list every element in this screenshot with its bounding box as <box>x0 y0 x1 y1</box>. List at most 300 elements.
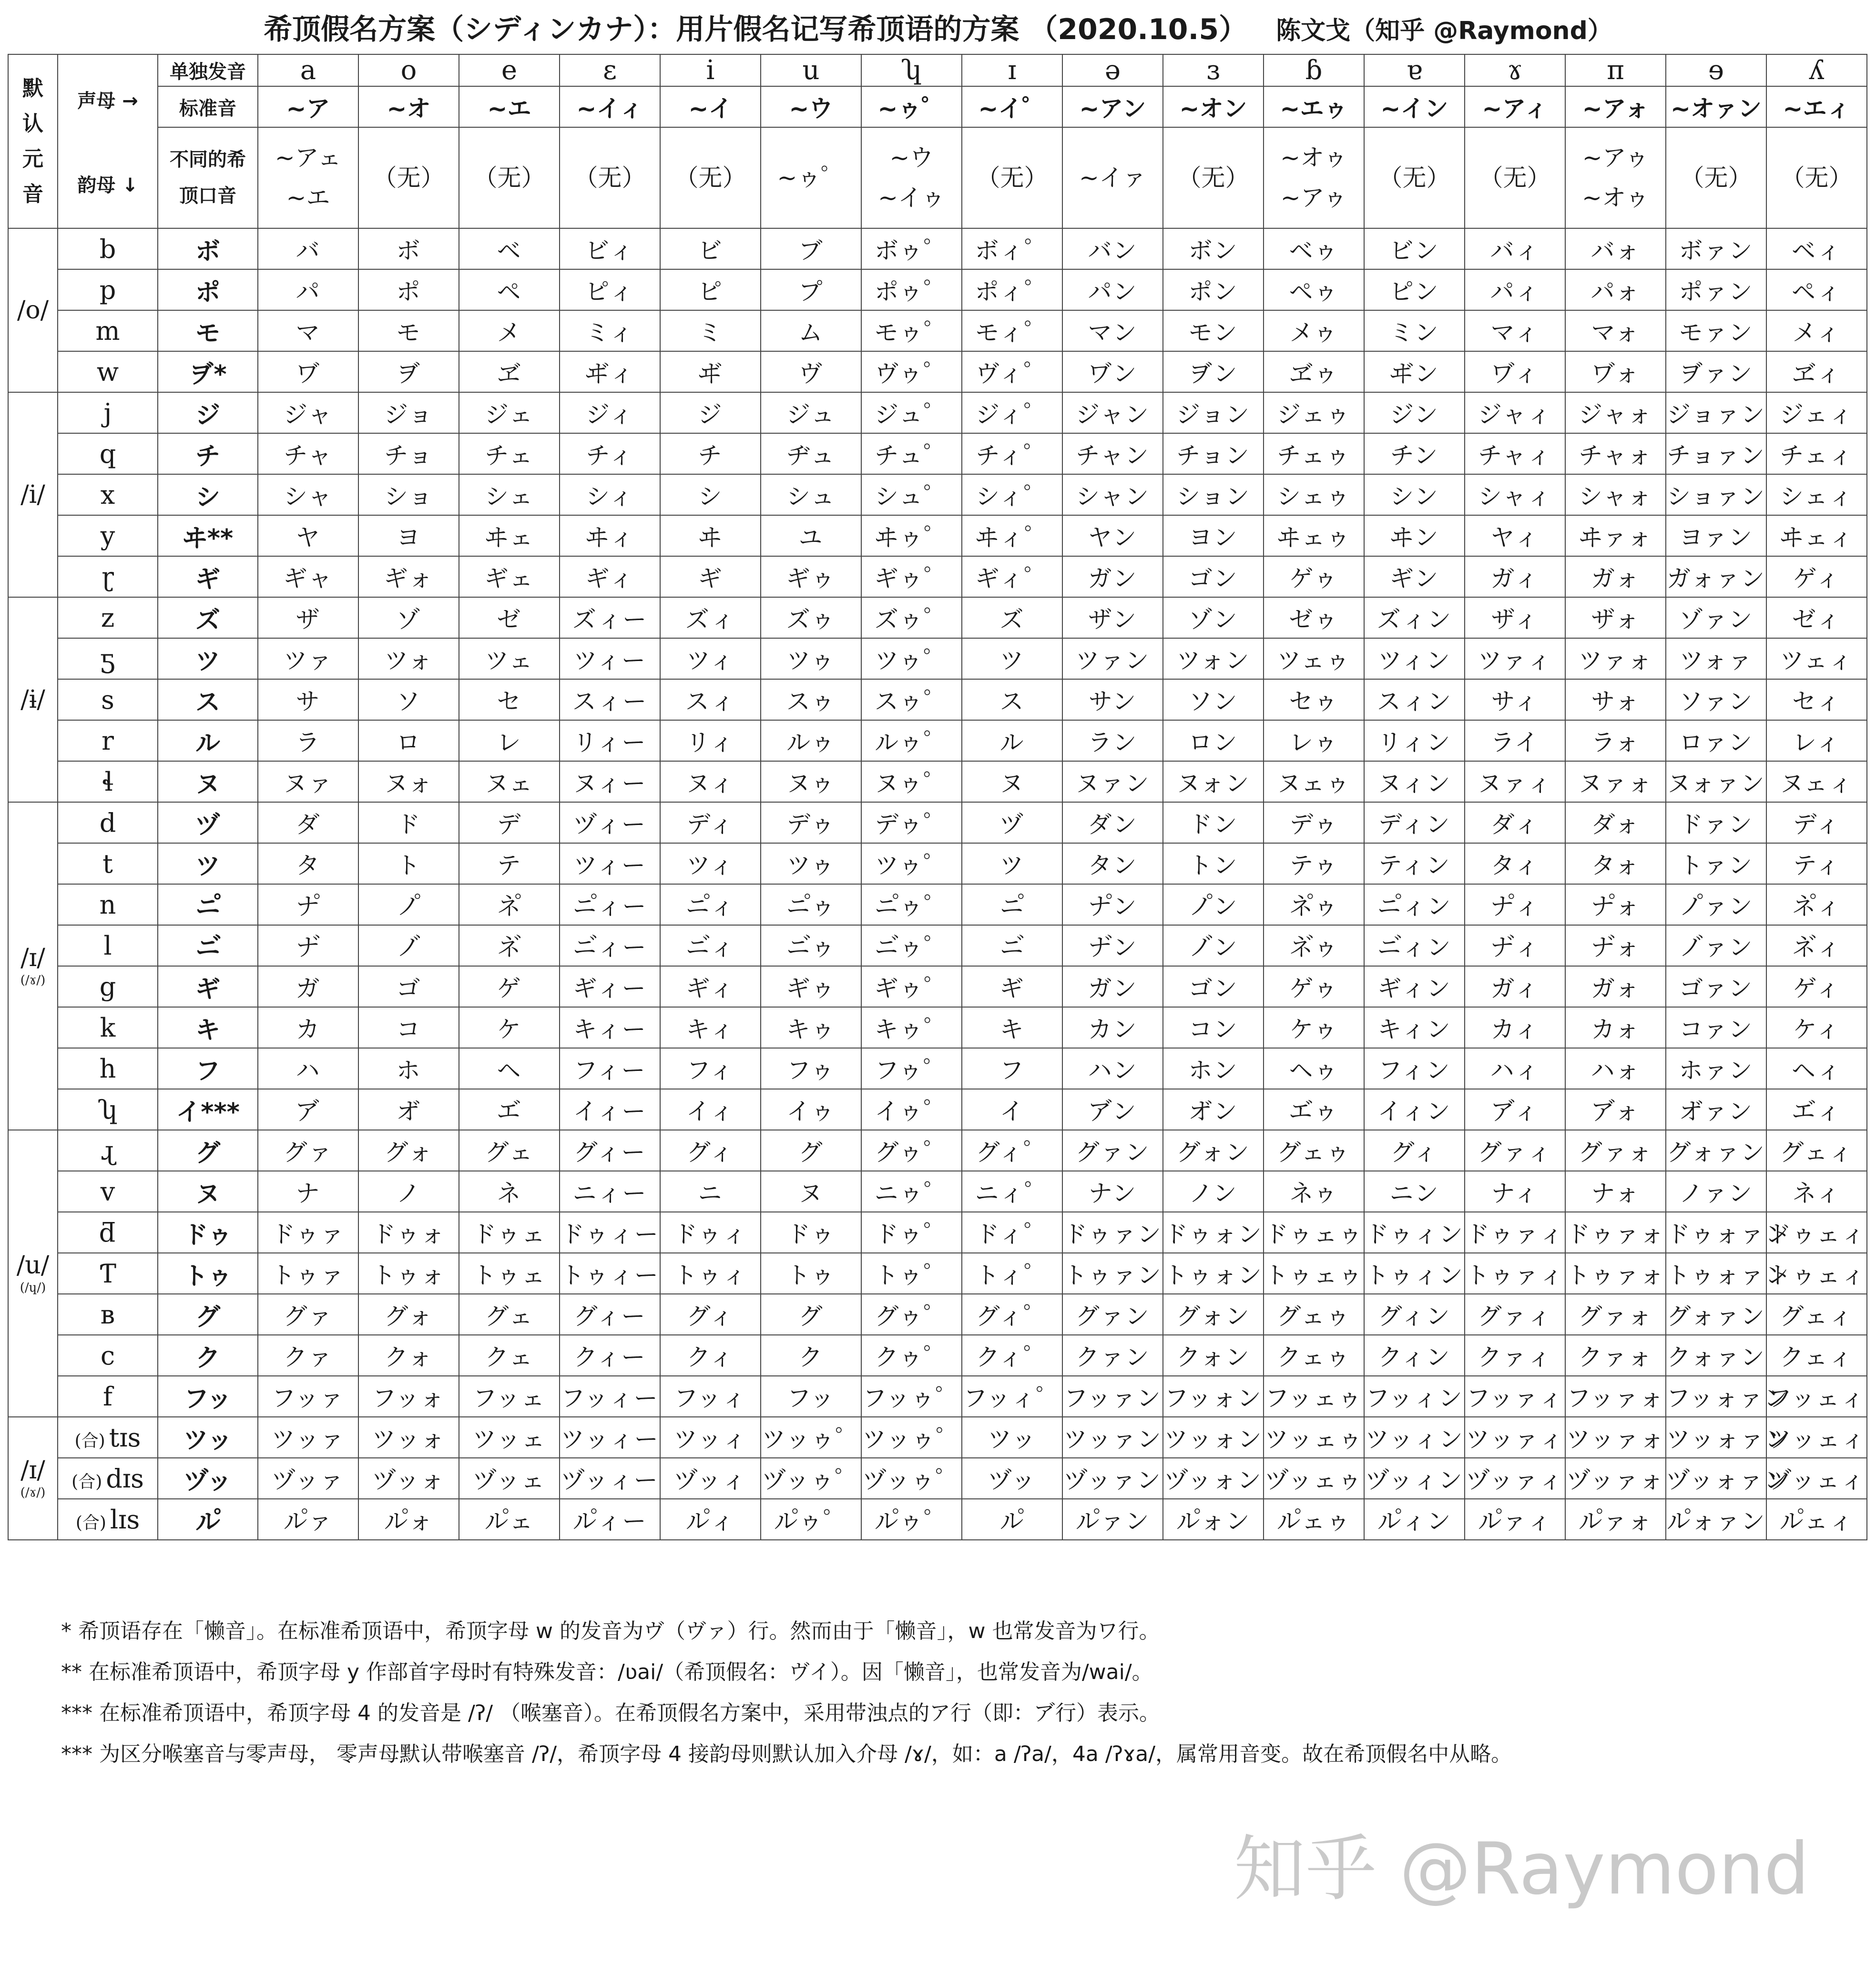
final-ipa: ɛ <box>560 54 660 86</box>
kana-cell: フッィ゜ <box>962 1376 1062 1417</box>
kana-cell: シ <box>660 474 761 515</box>
table-row <box>8 843 1867 884</box>
final-ipa: π <box>1565 54 1666 86</box>
kana-cell: ジョン <box>1163 392 1264 433</box>
initial-ipa <box>58 1130 158 1171</box>
kana-cell: ブ <box>761 228 861 269</box>
final-axis-label: 韵母 ↓ <box>77 174 138 196</box>
kana-cell: ドゥェィ <box>1766 1212 1867 1253</box>
kana-cell: ヘ <box>459 1048 560 1089</box>
initial-ipa <box>58 228 158 269</box>
kana-cell: ノン <box>1163 1171 1264 1212</box>
initial-ipa-text: ɻ <box>101 1135 115 1166</box>
kana-cell: ゴァン <box>1666 966 1766 1007</box>
default-kana: ヅ <box>158 802 258 843</box>
kana-cell: シン <box>1364 474 1465 515</box>
kana-cell: ゾン <box>1163 597 1264 638</box>
kana-cell: ヌィン <box>1364 761 1465 802</box>
kana-cell: グァィ <box>1465 1294 1565 1335</box>
table-row <box>8 597 1867 638</box>
kana-cell: ヅィー <box>560 802 660 843</box>
kana-cell: クォン <box>1163 1335 1264 1376</box>
title-text: 希顶假名方案（シディンカナ）：用片假名记写希顶语的方案 （2020.10.5） <box>264 13 1248 46</box>
kana-cell: ゲィ <box>1766 556 1867 597</box>
kana-cell: ツッィー <box>560 1417 660 1458</box>
kana-cell: フッァィ <box>1465 1376 1565 1417</box>
kana-cell: ガィ <box>1465 966 1565 1007</box>
footnote: *** 在标准希顶语中，希顶字母 4 的发音是 /ʔ/ （喉塞音）。在希顶假名方案中，采用带浊点的ア行（即：ア゙行）表示。 <box>61 1701 1161 1725</box>
final-accent-variant: （无） <box>574 164 646 192</box>
kana-cell: ア゙ <box>258 1089 358 1130</box>
kana-cell: ボァン <box>1666 228 1766 269</box>
table-row <box>8 1212 1867 1253</box>
kana-cell: グァォ <box>1565 1130 1666 1171</box>
final-standard: ~エゥ <box>1264 86 1364 127</box>
kana-cell: ヅッェゥ <box>1264 1458 1364 1499</box>
group-vowel: /u/ <box>16 1251 50 1280</box>
kana-cell: ニ゙ィ <box>660 925 761 966</box>
kana-cell: ニ゙ゥ゜ <box>861 925 962 966</box>
initial-ipa <box>58 966 158 1007</box>
kana-cell: ヌィ <box>660 761 761 802</box>
kana-cell: テ <box>459 843 560 884</box>
kana-cell: ディン <box>1364 802 1465 843</box>
kana-cell: ソン <box>1163 679 1264 720</box>
final-standard: ~オン <box>1163 86 1264 127</box>
kana-cell: ニィ゜ <box>962 1171 1062 1212</box>
kana-cell: サン <box>1062 679 1163 720</box>
kana-cell: ツェゥ <box>1264 638 1364 679</box>
initial-ipa-text: ɽ <box>102 561 114 592</box>
initial-ipa-text: k <box>100 1012 116 1043</box>
kana-cell: ド <box>358 802 459 843</box>
kana-cell: ドゥァン <box>1062 1212 1163 1253</box>
kana-cell: グィ゜ <box>962 1294 1062 1335</box>
kana-cell: ツィー <box>560 638 660 679</box>
kana-cell: グォ <box>358 1130 459 1171</box>
kana-cell: ギゥ <box>761 966 861 1007</box>
final-accent <box>962 127 1062 228</box>
default-kana: イ*** <box>158 1089 258 1130</box>
kana-cell: ゲゥ <box>1264 966 1364 1007</box>
kana-cell: サィ <box>1465 679 1565 720</box>
kana-cell: オ゙ァン <box>1666 1089 1766 1130</box>
final-accent <box>1465 127 1565 228</box>
group-vowel: /ɪ/ <box>20 1456 45 1485</box>
initial-ipa <box>58 1171 158 1212</box>
kana-cell: ズィ <box>660 597 761 638</box>
kana-cell: ル゚ゥ゜ <box>861 1499 962 1540</box>
initial-ipa-text: w <box>96 356 119 387</box>
final-accent <box>358 127 459 228</box>
kana-cell: ヰィ <box>560 515 660 556</box>
kana-cell: ヌィー <box>560 761 660 802</box>
initial-ipa <box>58 310 158 351</box>
kana-cell: スィン <box>1364 679 1465 720</box>
kana-cell: イィ <box>660 1089 761 1130</box>
kana-cell: ドゥォ <box>358 1212 459 1253</box>
kana-cell: ジュ <box>761 392 861 433</box>
kana-cell: ヌェゥ <box>1264 761 1364 802</box>
kana-cell: シェィ <box>1766 474 1867 515</box>
kana-cell: チャ <box>258 433 358 474</box>
kana-cell: フッォン <box>1163 1376 1264 1417</box>
kana-cell: ジャ <box>258 392 358 433</box>
kana-cell: クァォ <box>1565 1335 1666 1376</box>
final-ipa: a <box>258 54 358 86</box>
kana-cell: ヌゥ <box>761 761 861 802</box>
default-kana: ボ <box>158 228 258 269</box>
kana-cell: ヸン <box>1364 351 1465 392</box>
kana-cell: グィ <box>660 1130 761 1171</box>
kana-cell: ア゙ィ <box>1465 1089 1565 1130</box>
row-label-standard: 标准音 <box>158 86 258 127</box>
kana-cell: カィ <box>1465 1007 1565 1048</box>
kana-cell: パ <box>258 269 358 310</box>
final-standard: ~エ <box>459 86 560 127</box>
compound-mark: (合) <box>71 1472 102 1492</box>
default-vowel-header-char: 认 <box>22 111 43 136</box>
final-standard: ~オァン <box>1666 86 1766 127</box>
final-ipa: ɜ <box>1163 54 1264 86</box>
kana-cell: ゲィ <box>1766 966 1867 1007</box>
initial-ipa <box>58 1007 158 1048</box>
kana-cell: ヤ <box>258 515 358 556</box>
kana-cell: ツッィ <box>660 1417 761 1458</box>
kana-cell: ヅッィー <box>560 1458 660 1499</box>
kana-cell: デゥ <box>1264 802 1364 843</box>
default-kana: ヌ <box>158 1171 258 1212</box>
kana-cell: トィ゜ <box>962 1253 1062 1294</box>
kana-cell: マォ <box>1565 310 1666 351</box>
table-row <box>8 228 1867 269</box>
kana-cell: ヺ <box>358 351 459 392</box>
kana-cell: ツ <box>962 843 1062 884</box>
kana-cell: ツァ <box>258 638 358 679</box>
kana-cell: ポン <box>1163 269 1264 310</box>
kana-cell: ボン <box>1163 228 1264 269</box>
kana-cell: コン <box>1163 1007 1264 1048</box>
kana-cell: フッェ <box>459 1376 560 1417</box>
kana-cell: ヌォァン <box>1666 761 1766 802</box>
kana-cell: メゥ <box>1264 310 1364 351</box>
default-vowel-group <box>8 392 58 597</box>
kana-cell: ノ <box>358 1171 459 1212</box>
kana-cell: シィ゜ <box>962 474 1062 515</box>
default-kana: ギ <box>158 966 258 1007</box>
initial-ipa <box>58 392 158 433</box>
initial-ipa <box>58 1458 158 1499</box>
kana-cell: グァィ <box>1465 1130 1565 1171</box>
table-row <box>8 1335 1867 1376</box>
initial-ipa-text: j <box>103 397 112 428</box>
initial-ipa <box>58 1499 158 1540</box>
table-row <box>8 1089 1867 1130</box>
kana-cell: フ <box>962 1048 1062 1089</box>
default-kana: シ <box>158 474 258 515</box>
kana-cell: ドゥァィ <box>1465 1212 1565 1253</box>
kana-cell: ドゥァォ <box>1565 1212 1666 1253</box>
kana-cell: ネ゚ <box>459 884 560 925</box>
kana-cell: トゥァォ <box>1565 1253 1666 1294</box>
kana-cell: フッォァン <box>1666 1376 1766 1417</box>
kana-cell: グォ <box>358 1294 459 1335</box>
default-kana: グ <box>158 1130 258 1171</box>
kana-cell: ツッィン <box>1364 1417 1465 1458</box>
table-row <box>8 679 1867 720</box>
kana-cell: ヤン <box>1062 515 1163 556</box>
kana-cell: グァ <box>258 1130 358 1171</box>
kana-cell: トン <box>1163 843 1264 884</box>
kana-cell: グ <box>761 1130 861 1171</box>
kana-cell: バ <box>258 228 358 269</box>
default-kana: ツ <box>158 638 258 679</box>
final-ipa: ɤ <box>1465 54 1565 86</box>
kana-cell: クゥ゜ <box>861 1335 962 1376</box>
kana-cell: ヌ <box>962 761 1062 802</box>
kana-cell: ゾァン <box>1666 597 1766 638</box>
group-vowel: /o/ <box>17 296 49 325</box>
kana-cell: ヌェィ <box>1766 761 1867 802</box>
kana-cell: ノ゙ァン <box>1666 925 1766 966</box>
kana-cell: ガン <box>1062 556 1163 597</box>
kana-cell: ヹィ <box>1766 351 1867 392</box>
kana-cell: ミ <box>660 310 761 351</box>
final-accent <box>761 127 861 228</box>
initial-ipa <box>58 761 158 802</box>
kana-cell: ネ゚ィ <box>1766 884 1867 925</box>
initial-ipa-text: r <box>102 725 114 756</box>
kana-cell: ヂュ <box>761 433 861 474</box>
kana-cell: タォ <box>1565 843 1666 884</box>
kana-cell: キゥ <box>761 1007 861 1048</box>
kana-cell: グォァン <box>1666 1294 1766 1335</box>
initial-ipa <box>58 720 158 761</box>
kana-cell: ミン <box>1364 310 1465 351</box>
kana-cell: グィ゜ <box>962 1130 1062 1171</box>
row-label-isolated: 单独发音 <box>158 54 258 86</box>
default-kana: ニ゚ <box>158 884 258 925</box>
kana-cell: ネ゙ <box>459 925 560 966</box>
kana-cell: ヅッェィ <box>1766 1458 1867 1499</box>
kana-cell: ビン <box>1364 228 1465 269</box>
kana-cell: ソ <box>358 679 459 720</box>
table-row <box>8 1007 1867 1048</box>
kana-cell: ポ <box>358 269 459 310</box>
initial-ipa <box>58 474 158 515</box>
kana-cell: ネ゙ゥ <box>1264 925 1364 966</box>
default-vowel-header-char: 默 <box>22 76 43 101</box>
kana-cell: ヌェ <box>459 761 560 802</box>
kana-cell: グィー <box>560 1294 660 1335</box>
kana-cell: ル゚ゥ゜ <box>761 1499 861 1540</box>
kana-cell: ア゙ン <box>1062 1089 1163 1130</box>
final-accent <box>1666 127 1766 228</box>
default-vowel-header-char: 音 <box>22 182 43 206</box>
default-kana: グ <box>158 1294 258 1335</box>
kana-cell: モ <box>358 310 459 351</box>
kana-cell: ジュ゜ <box>861 392 962 433</box>
kana-cell: デ <box>459 802 560 843</box>
kana-cell: ゲ <box>459 966 560 1007</box>
kana-cell: ナィ <box>1465 1171 1565 1212</box>
initial-ipa <box>58 351 158 392</box>
kana-cell: ノァン <box>1666 1171 1766 1212</box>
final-ipa: i <box>660 54 761 86</box>
kana-cell: クィー <box>560 1335 660 1376</box>
kana-cell: ヅッァ <box>258 1458 358 1499</box>
kana-cell: ヹ <box>459 351 560 392</box>
table-row <box>8 638 1867 679</box>
kana-cell: ヰェィ <box>1766 515 1867 556</box>
kana-cell: ツッェィ <box>1766 1417 1867 1458</box>
kana-cell: ホ <box>358 1048 459 1089</box>
kana-cell: クィ゜ <box>962 1335 1062 1376</box>
kana-cell: ケゥ <box>1264 1007 1364 1048</box>
final-accent <box>660 127 761 228</box>
kana-cell: ショァン <box>1666 474 1766 515</box>
kana-cell: ツッェ <box>459 1417 560 1458</box>
initial-ipa-text: d <box>99 807 116 838</box>
kana-cell: チェ <box>459 433 560 474</box>
default-kana: ズ <box>158 597 258 638</box>
kana-cell: ム <box>761 310 861 351</box>
kana-cell: スィ <box>660 679 761 720</box>
kana-cell: トゥァン <box>1062 1253 1163 1294</box>
kana-cell: ノ゚ァン <box>1666 884 1766 925</box>
kana-cell: ツゥ <box>761 638 861 679</box>
kana-cell: シィ <box>560 474 660 515</box>
kana-cell: セゥ <box>1264 679 1364 720</box>
kana-cell: ミィ <box>560 310 660 351</box>
kana-cell: カン <box>1062 1007 1163 1048</box>
kana-cell: ケィ <box>1766 1007 1867 1048</box>
kana-cell: ボィ゜ <box>962 228 1062 269</box>
default-kana: ル <box>158 720 258 761</box>
kana-cell: グィ <box>660 1294 761 1335</box>
initial-ipa-text: f <box>103 1381 112 1412</box>
kana-cell: ラォ <box>1565 720 1666 761</box>
kana-cell: グ <box>761 1294 861 1335</box>
kana-cell: ガォ <box>1565 556 1666 597</box>
kana-cell: ニ゚ゥ゜ <box>861 884 962 925</box>
kana-cell: クァィ <box>1465 1335 1565 1376</box>
initial-ipa <box>58 843 158 884</box>
initial-ipa-text: ʮ <box>97 1094 118 1125</box>
kana-cell: ヌォ <box>358 761 459 802</box>
kana-cell: ゴン <box>1163 966 1264 1007</box>
kana-cell: タィ <box>1465 843 1565 884</box>
final-accent-variant: ~ウ <box>889 144 934 172</box>
kana-cell: ツィ <box>660 843 761 884</box>
final-accent <box>1062 127 1163 228</box>
kana-cell: サォ <box>1565 679 1666 720</box>
initial-ipa <box>58 1048 158 1089</box>
kana-cell: ツェィ <box>1766 638 1867 679</box>
initial-ipa <box>58 638 158 679</box>
final-ipa: ʮ <box>861 54 962 86</box>
kana-cell: ツゥ゜ <box>861 843 962 884</box>
final-accent-variant: ~オゥ <box>1582 184 1649 212</box>
kana-cell: ツィー <box>560 843 660 884</box>
kana-cell: フッェィ <box>1766 1376 1867 1417</box>
kana-cell: トゥィ <box>660 1253 761 1294</box>
kana-cell: テゥ <box>1264 843 1364 884</box>
kana-cell: チャィ <box>1465 433 1565 474</box>
kana-cell: ヷィ <box>1465 351 1565 392</box>
group-vowel: /ɪ/ <box>20 944 45 972</box>
kana-cell: モゥ゜ <box>861 310 962 351</box>
kana-cell: パン <box>1062 269 1163 310</box>
table-row <box>8 1376 1867 1417</box>
kana-cell: ツィ <box>660 638 761 679</box>
initial-ipa <box>58 556 158 597</box>
kana-cell: トゥィン <box>1364 1253 1465 1294</box>
final-accent-variant: （无） <box>1680 164 1752 192</box>
kana-cell: ギィー <box>560 966 660 1007</box>
initial-ipa-text: c <box>100 1340 115 1371</box>
kana-cell: ダィ <box>1465 802 1565 843</box>
kana-cell: キィ <box>660 1007 761 1048</box>
final-standard: ~イィ <box>560 86 660 127</box>
kana-cell: トゥァ <box>258 1253 358 1294</box>
kana-cell: ボゥ゜ <box>861 228 962 269</box>
kana-cell: ドゥァ <box>258 1212 358 1253</box>
kana-cell: ナ゙ィ <box>1465 925 1565 966</box>
kana-cell: トゥィー <box>560 1253 660 1294</box>
kana-cell: チャォ <box>1565 433 1666 474</box>
initial-ipa <box>58 679 158 720</box>
kana-cell: トゥァィ <box>1465 1253 1565 1294</box>
kana-cell: ベ <box>459 228 560 269</box>
kana-cell: フッァ <box>258 1376 358 1417</box>
kana-cell: トゥォ <box>358 1253 459 1294</box>
initial-ipa-text: ʙ <box>100 1299 115 1330</box>
kana-cell: ヹゥ <box>1264 351 1364 392</box>
kana-cell: ニ゚ィ <box>660 884 761 925</box>
kana-cell: ギゥ <box>761 556 861 597</box>
kana-cell: ヸ <box>660 351 761 392</box>
kana-cell: ネ゙ィ <box>1766 925 1867 966</box>
kana-cell: ヅッィ <box>660 1458 761 1499</box>
final-ipa: ɪ <box>962 54 1062 86</box>
kana-cell: グゥ゜ <box>861 1130 962 1171</box>
kana-cell: ドィ゜ <box>962 1212 1062 1253</box>
initial-ipa-text: h <box>99 1053 116 1084</box>
kana-cell: プ <box>761 269 861 310</box>
kana-cell: チィ <box>560 433 660 474</box>
kana-cell: ヰァォ <box>1565 515 1666 556</box>
kana-cell: グェィ <box>1766 1130 1867 1171</box>
kana-cell: ダォ <box>1565 802 1666 843</box>
kana-cell: ネ゚ゥ <box>1264 884 1364 925</box>
kana-cell: ビィ <box>560 228 660 269</box>
kana-cell: ニ゚ <box>962 884 1062 925</box>
kana-cell: トゥェゥ <box>1264 1253 1364 1294</box>
kana-cell: ヅ <box>962 802 1062 843</box>
kana-cell: ギゥ゜ <box>861 966 962 1007</box>
table-row <box>8 966 1867 1007</box>
author-credit: 陈文戈（知乎 @Raymond） <box>1276 17 1612 45</box>
default-vowel-group <box>8 1417 58 1540</box>
final-standard: ~イ゜ <box>962 86 1062 127</box>
initial-ipa-text: ƽ <box>100 643 115 674</box>
kana-cell: ト <box>358 843 459 884</box>
kana-cell: ジェ <box>459 392 560 433</box>
kana-cell: ギィ゜ <box>962 556 1062 597</box>
kana-cell: ナ <box>258 1171 358 1212</box>
table-row <box>8 1458 1867 1499</box>
